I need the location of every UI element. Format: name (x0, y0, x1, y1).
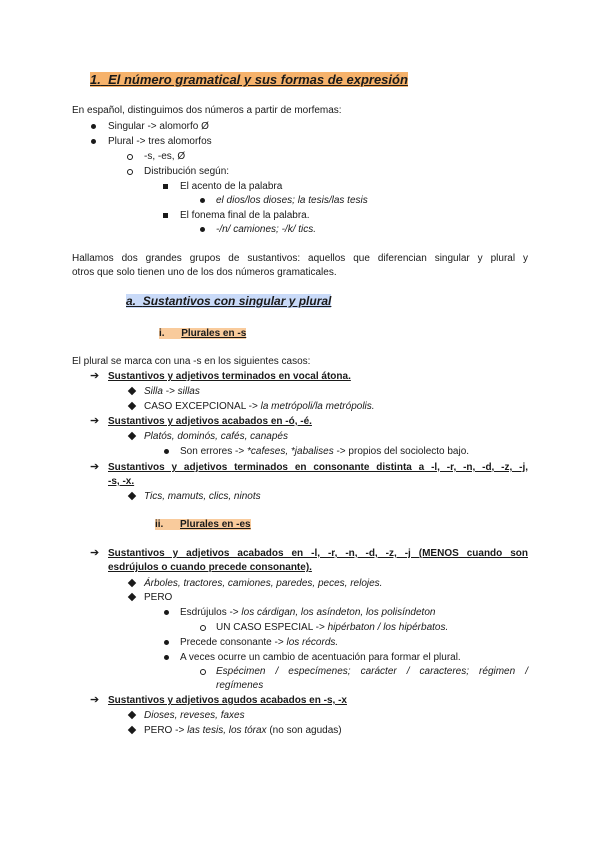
example-dioses: Dioses, reveses, faxes (144, 710, 245, 721)
bullet-diamond (128, 492, 136, 500)
bullet-dot (164, 640, 169, 645)
list-item-singular: Singular -> alomorfo Ø (108, 121, 209, 132)
bullet-dot (91, 139, 96, 144)
list-item-fonema-ejemplo: -/n/ camiones; -/k/ tics. (216, 224, 317, 235)
bullet-diamond (128, 711, 136, 719)
arrow-bullet: ➔ (90, 370, 100, 382)
bullet-circle (200, 625, 206, 631)
intro-text: En español, distinguimos dos números a partir de morfemas: (72, 105, 342, 116)
list-item-plural: Plural -> tres alomorfos (108, 136, 212, 147)
rule-consonante: Sustantivos y adjetivos terminados en consonante distinta a -l, -r, -n, -d, -z, -j, (108, 462, 528, 473)
list-item-alomorfos: -s, -es, Ø (144, 151, 186, 162)
acentuacion-note: A veces ocurre un cambio de acentuación para formar el plural. (180, 652, 461, 663)
paragraph-line: Hallamos dos grandes grupos de sustantivos: aquellos que diferencian singular y plural y (72, 253, 528, 264)
bullet-diamond (128, 387, 136, 395)
example-platos: Platós, dominós, cafés, canapés (144, 431, 288, 442)
bullet-circle (127, 169, 133, 175)
bullet-dot (200, 198, 205, 203)
section-title: 1. El número gramatical y sus formas de expresión (90, 72, 408, 87)
bullet-diamond (128, 726, 136, 734)
example-tics: Tics, mamuts, clics, ninots (144, 491, 261, 502)
bullet-diamond (128, 579, 136, 587)
bullet-dot (164, 610, 169, 615)
rule-vocal-atona: Sustantivos y adjetivos terminados en vocal átona. (108, 371, 351, 382)
pero-tesis: PERO -> las tesis, los tórax (no son agudas) (144, 725, 342, 736)
pero-label: PERO (144, 592, 173, 603)
paragraph-line: otros que solo tienen uno de los dos números gramaticales. (72, 267, 337, 278)
example-arboles: Árboles, tractores, camiones, paredes, peces, relojes. (144, 578, 383, 589)
esdrujulos-note: Esdrújulos -> los cárdigan, los asíndeton, los polisíndeton (180, 607, 436, 618)
bullet-dot (164, 449, 169, 454)
rule-es-cont: esdrújulos o cuando precede consonante). (108, 562, 312, 573)
precede-note: Precede consonante -> los récords. (180, 637, 339, 648)
list-item-fonema: El fonema final de la palabra. (180, 210, 310, 221)
arrow-bullet: ➔ (90, 461, 100, 473)
bullet-circle (127, 154, 133, 160)
list-item-distribucion: Distribución según: (144, 166, 230, 177)
arrow-bullet: ➔ (90, 415, 100, 427)
subsubsection-title: i. Plurales en -s (159, 328, 247, 339)
arrow-bullet: ➔ (90, 694, 100, 706)
especimen-examples: Espécimen / especímenes; carácter / caracteres; régimen / (216, 666, 528, 677)
bullet-dot (200, 227, 205, 232)
rule-o-e: Sustantivos y adjetivos acabados en -ó, -é. (108, 416, 312, 427)
arrow-bullet: ➔ (90, 547, 100, 559)
list-item-acento-ejemplo: el dios/los dioses; la tesis/las tesis (216, 195, 368, 206)
bullet-diamond (128, 402, 136, 410)
example-silla: Silla -> sillas (144, 386, 200, 397)
bullet-diamond (128, 432, 136, 440)
caso-especial: UN CASO ESPECIAL -> hipérbaton / los hipérbatos. (216, 622, 449, 633)
subsubsection-title: ii. Plurales en -es (155, 519, 251, 530)
bullet-dot (164, 655, 169, 660)
bullet-circle (200, 669, 206, 675)
subsection-title: a. Sustantivos con singular y plural (126, 294, 332, 308)
bullet-dot (91, 124, 96, 129)
especimen-examples-cont: regímenes (216, 680, 264, 691)
bullet-diamond (128, 593, 136, 601)
rule-es: Sustantivos y adjetivos acabados en -l, -r, -n, -d, -z, -j (MENOS cuando son (108, 548, 528, 559)
bullet-square (163, 213, 168, 218)
rule-consonante-cont: -s, -x. (108, 476, 135, 487)
caso-excepcional: CASO EXCEPCIONAL -> la metrópoli/la metrópolis. (144, 401, 375, 412)
plural-s-intro: El plural se marca con una -s en los siguientes casos: (72, 356, 311, 367)
list-item-acento: El acento de la palabra (180, 181, 283, 192)
errores-note: Son errores -> *cafeses, *jabalises -> propios del sociolecto bajo. (180, 446, 470, 457)
rule-agudos: Sustantivos y adjetivos agudos acabados en -s, -x (108, 695, 347, 706)
bullet-square (163, 184, 168, 189)
